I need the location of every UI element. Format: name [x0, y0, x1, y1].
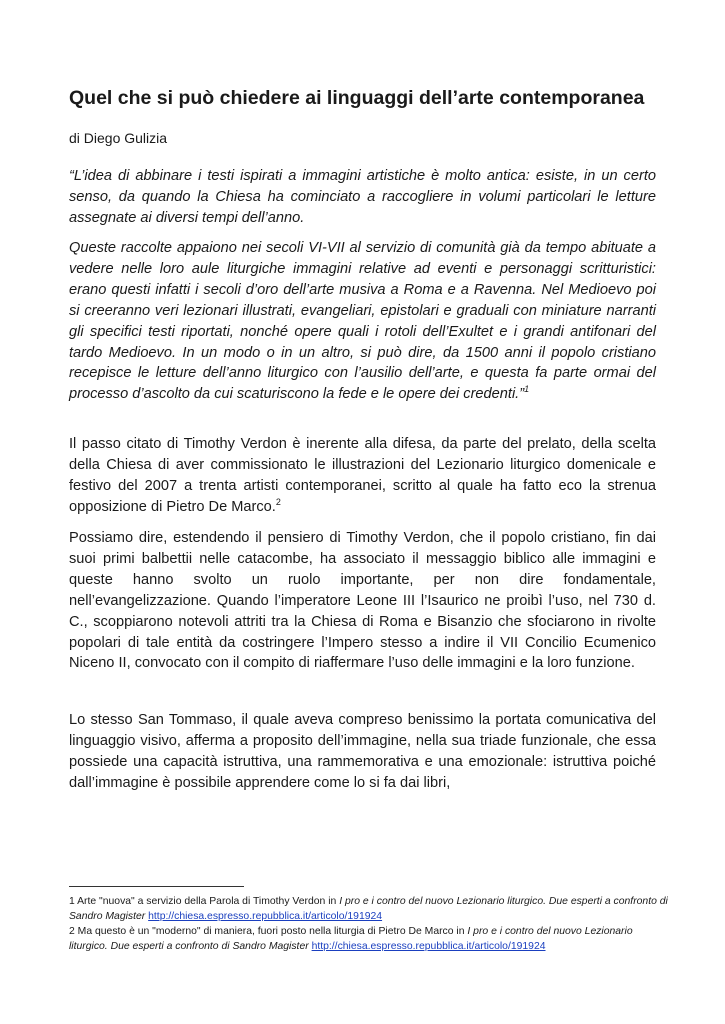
footnote-2-text: Ma questo è un "moderno" di maniera, fuori posto nella liturgia di Pietro De Marco in: [77, 926, 465, 937]
body-paragraph-2: Possiamo dire, estendendo il pensiero di Timothy Verdon, che il popolo cristiano, fin dai suoi primi balbettii nelle catacombe, ha associato il messaggio biblico alle immagini e queste hanno svolto un ruolo importante, per non dire fondamentale, nell’evangelizzazione. Quando l’imperatore Leone III l’Isaurico ne proibì l’uso, nel 730 d. C., scoppiarono notevoli attriti tra la Chiesa di Roma e Bisanzio che sfociarono in rivolte popolari di tale entità da costringere l’Impero stesso a indire il VII Concilio Ecumenico Niceno II, convocato con il compito di riaffermare l’uso delle immagini e la loro funzione.: [69, 530, 656, 672]
footnote-1-text: Arte "nuova" a servizio della Parola di Timothy Verdon in: [77, 896, 337, 907]
footnote-1-source: I pro e i contro del nuovo Lezionario liturgico. Due esperti a confronto di Sandro Magister: [69, 896, 668, 922]
footnote-2-number: 2: [69, 926, 75, 937]
footnotes: [69, 894, 669, 954]
footnote-2-source: I pro e i contro del nuovo Lezionario liturgico. Due esperti a confronto di Sandro Magister: [69, 926, 633, 952]
quote-paragraph-1: “L’idea di abbinare i testi ispirati a immagini artistiche è molto antica: esiste, in un certo senso, da quando la Chiesa ha cominciato a raccogliere in volumi particolari le letture assegnate ai diversi tempi dell’anno.: [69, 168, 656, 226]
footnote-2: [69, 924, 669, 954]
body-paragraph-1-text: Il passo citato di Timothy Verdon è inerente alla difesa, da parte del prelato, della scelta della Chiesa di aver commissionato le illustrazioni del Lezionario liturgico domenicale e festivo del 2007 a trenta artisti contemporanei, scritto al quale ha fatto eco la strenua opposizione di Pietro De Marco.: [69, 436, 656, 515]
footnote-1: [69, 894, 669, 924]
author-line: di Diego Gulizia: [69, 130, 168, 146]
quote-paragraph-2-text: Queste raccolte appaiono nei secoli VI-VII al servizio di comunità già da tempo abituate a vedere nelle loro aule liturgiche immagini relative ad eventi e personaggi scritturistici: erano questi infatti i secoli d’oro dell’arte musiva a Roma e a Ravenna. Nel Medioevo poi si creeranno veri lezionari illustrati, evangeliari, epistolari e graduali con miniature narranti gli specifici testi riportati, nonché opere quali i rotoli dell’Exultet e i grandi antifonari del tardo Medioevo. In un modo o in un altro, si può dire, da 1500 anni il popolo cristiano recepisce le letture dell’anno liturgico con l’ausilio dell’arte, e questa fa parte ormai del processo d’ascolto da cui scaturiscono la fede e le opere dei credenti.”: [69, 240, 656, 403]
footnote-1-number: 1: [69, 896, 75, 907]
document-title: Quel che si può chiedere ai linguaggi dell’arte contemporanea: [69, 87, 645, 109]
footnote-ref-1[interactable]: 1: [524, 384, 530, 395]
footnote-ref-2[interactable]: 2: [275, 496, 281, 507]
footnote-2-link[interactable]: http://chiesa.espresso.repubblica.it/articolo/191924: [311, 941, 546, 952]
body-paragraph-3: Lo stesso San Tommaso, il quale aveva compreso benissimo la portata comunicativa del linguaggio visivo, afferma a proposito dell’immagine, nella sua triade funzionale, che essa possiede una capacità istruttiva, una rammemorativa e una emozionale: istruttiva poiché dall’immagine è possibile apprendere come lo si fa dai libri,: [69, 712, 656, 791]
quote-paragraph-2: [69, 238, 656, 405]
footnote-divider: [69, 886, 244, 887]
footnote-1-link[interactable]: http://chiesa.espresso.repubblica.it/articolo/191924: [148, 911, 383, 922]
body-paragraph-1: [69, 434, 656, 518]
